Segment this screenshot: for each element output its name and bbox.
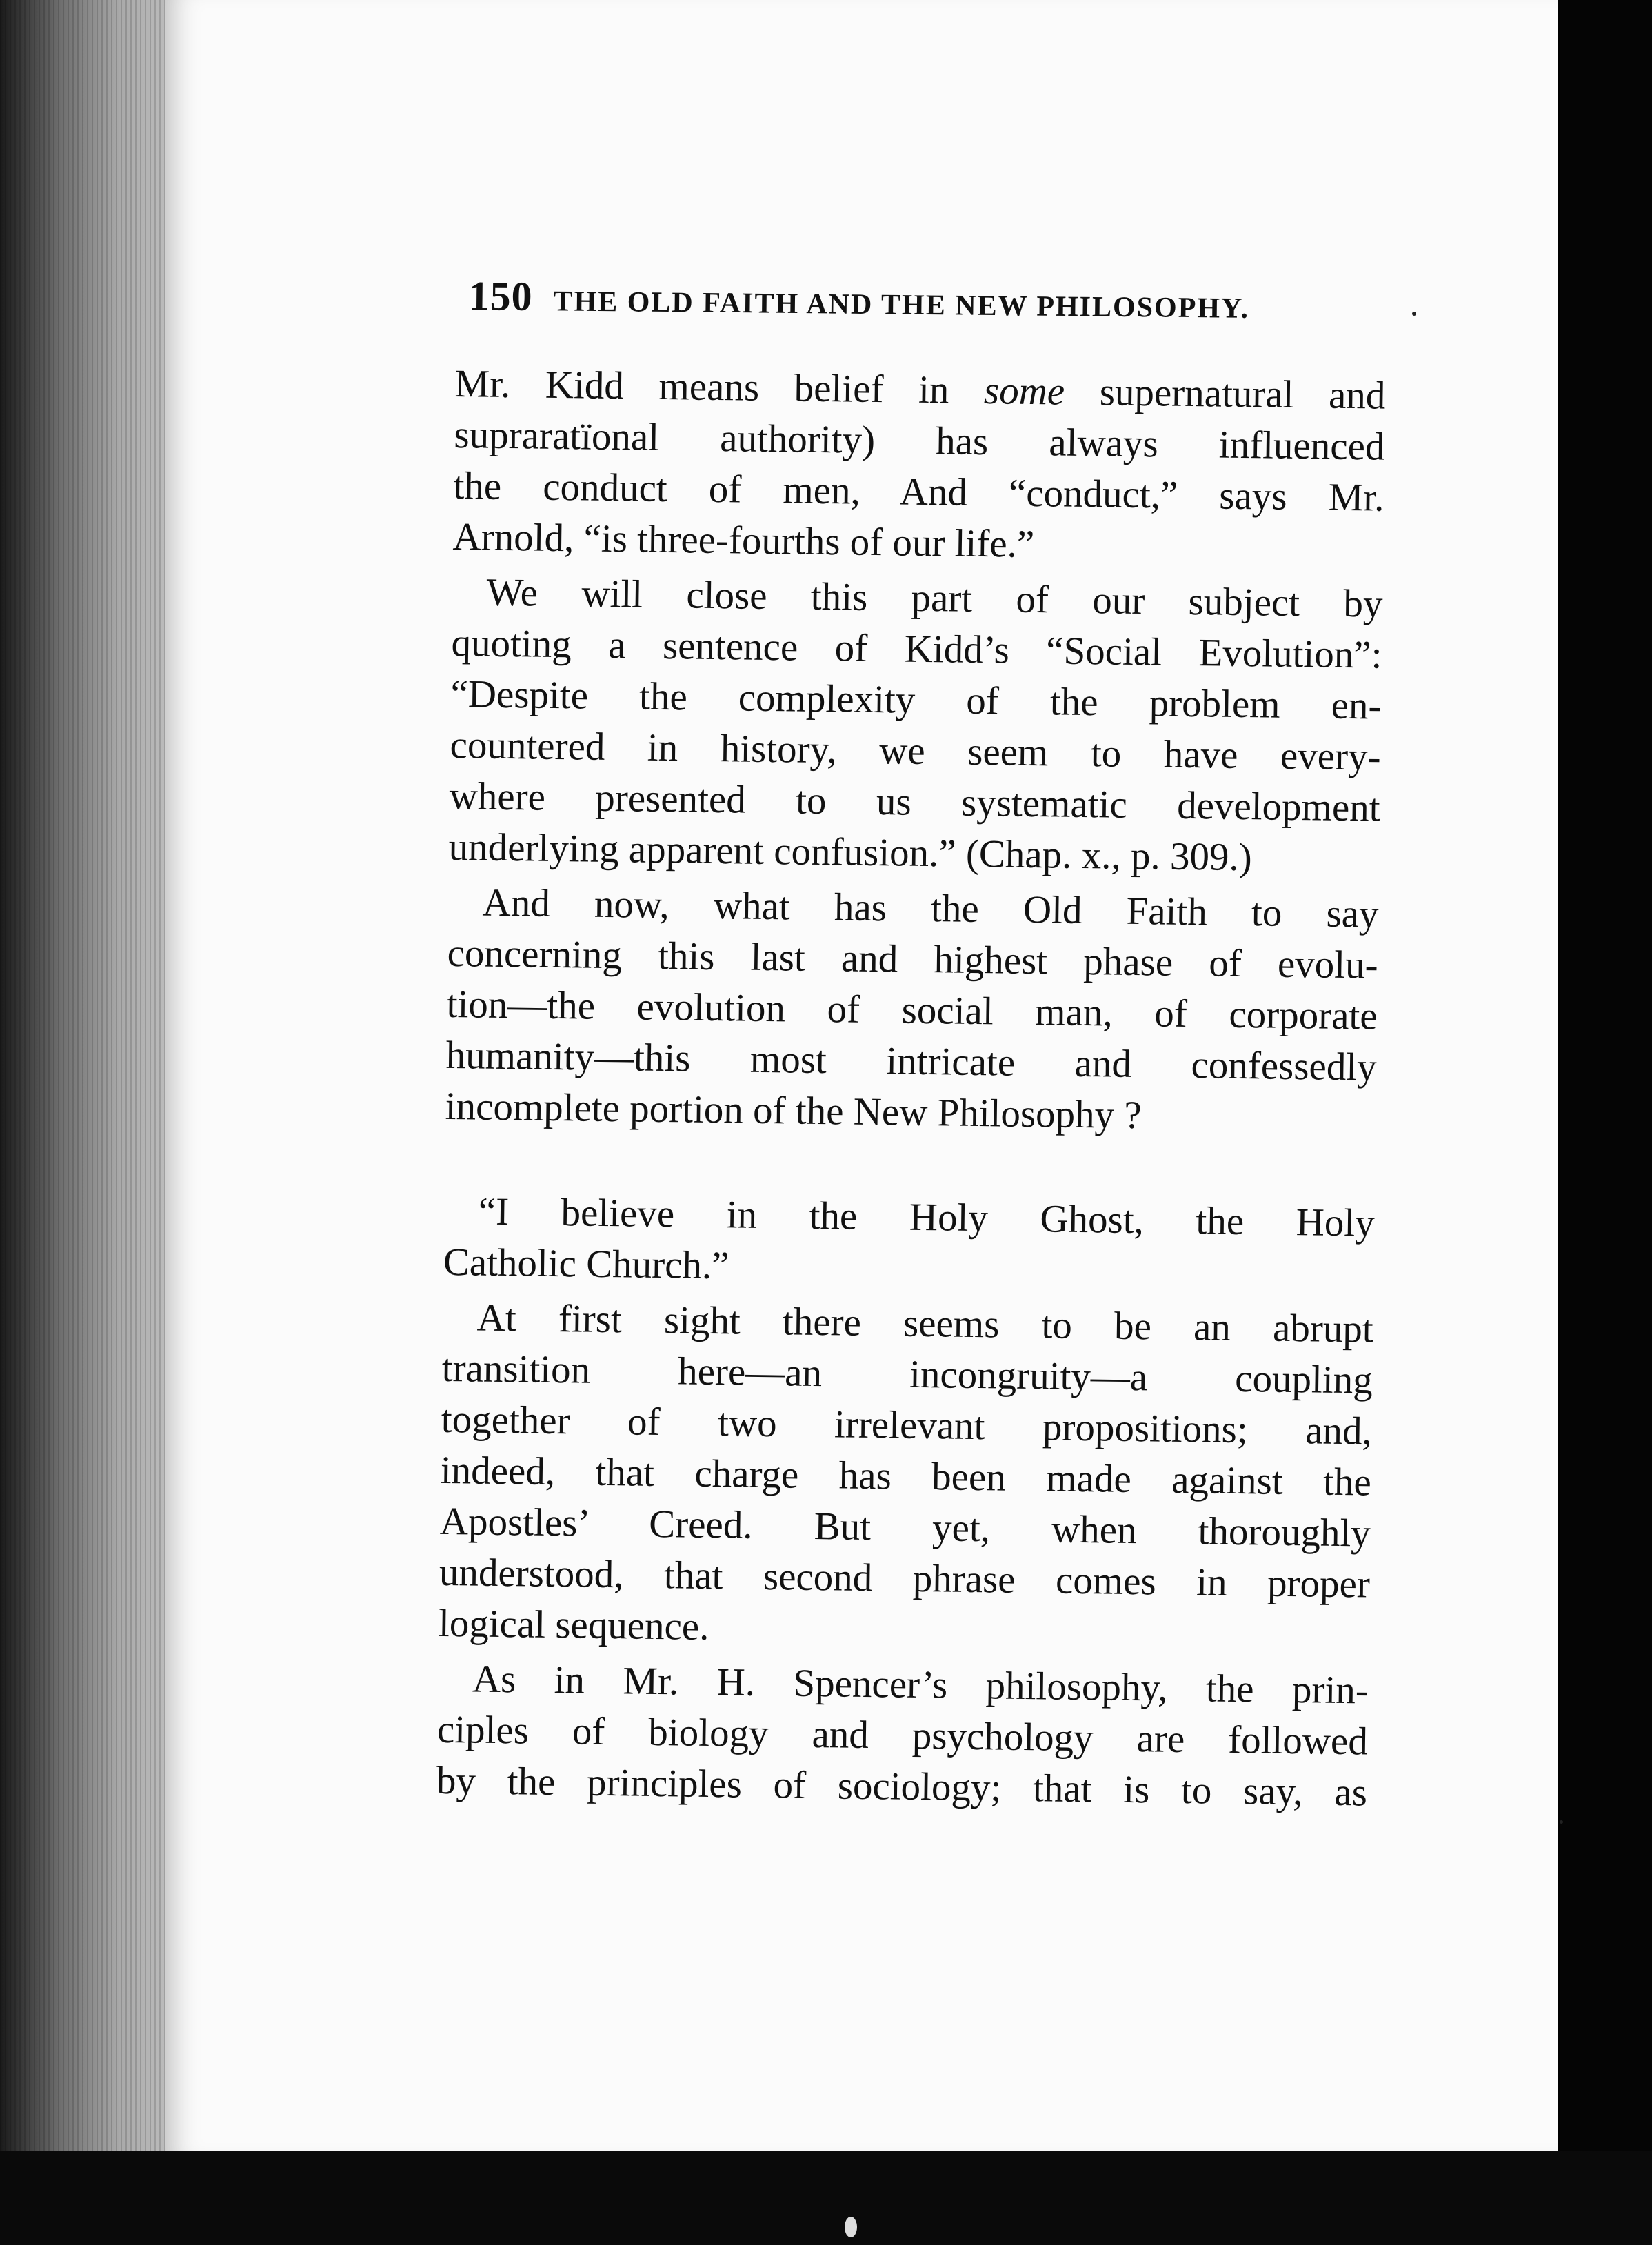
- emphasized-word: some: [983, 369, 1065, 414]
- scan-speck: [845, 2217, 857, 2237]
- page-number: 150: [468, 272, 533, 319]
- scan-speck: [1412, 312, 1416, 316]
- body-text: [436, 359, 1386, 1818]
- text-line: quoting a sentence of Kidd’s “Social Evolution”:: [451, 621, 1382, 677]
- text-line: We will close this part of our subject by: [486, 570, 1383, 626]
- text-line: indeed, that charge has been made against the: [440, 1448, 1372, 1504]
- text-line: concerning this last and highest phase of evolu-: [447, 931, 1379, 987]
- text-line: At first sight there seems to be an abrupt: [476, 1296, 1374, 1351]
- text-line: by the principles of sociology; that is to say, as: [436, 1758, 1368, 1815]
- text-line: And now, what has the Old Faith to say: [482, 880, 1379, 936]
- text-line: tion—the evolution of social man, of corporate: [446, 982, 1378, 1038]
- text-line: supraratïonal authority) has always influenced: [454, 412, 1385, 469]
- text-line: Catholic Church.”: [443, 1240, 729, 1288]
- text-line: countered in history, we seem to have every-: [450, 723, 1381, 779]
- text-line: transition here—an incongruity—a coupling: [441, 1346, 1373, 1402]
- text-line: Arnold, “is three-fourths of our life.”: [452, 514, 1035, 567]
- text-line: logical sequence.: [438, 1601, 709, 1649]
- text-line: the conduct of men, And “conduct,” says Mr.: [453, 463, 1384, 520]
- scan-speck: [1560, 1820, 1563, 1824]
- text-line: “I believe in the Holy Ghost, the Holy: [478, 1189, 1376, 1245]
- running-header: [468, 272, 1393, 337]
- text-line: ciples of biology and psychology are followed: [436, 1707, 1369, 1764]
- scan-border-bottom: [0, 2151, 1652, 2245]
- text-line: incomplete portion of the New Philosophy ?: [445, 1084, 1142, 1138]
- text-fragment: Mr. Kidd means belief in: [454, 361, 949, 412]
- scan-border-right: [1560, 0, 1652, 2245]
- text-line: understood, that second phrase comes in proper: [439, 1550, 1371, 1607]
- text-line: together of two irrelevant propositions; and,: [441, 1397, 1373, 1453]
- text-line: humanity—this most intricate and confessedly: [445, 1033, 1378, 1089]
- text-line: As in Mr. H. Spencer’s philosophy, the prin-: [472, 1657, 1369, 1713]
- text-line: underlying apparent confusion.” (Chap. x., p. 309.): [448, 825, 1253, 880]
- running-title: THE OLD FAITH AND THE NEW PHILOSOPHY.: [553, 285, 1250, 325]
- text-line: Apostles’ Creed. But yet, when thoroughly: [439, 1499, 1371, 1556]
- text-line: “Despite the complexity of the problem en-: [450, 672, 1382, 728]
- text-line: where presented to us systematic development: [449, 774, 1380, 830]
- text-fragment: supernatural and: [1099, 370, 1386, 418]
